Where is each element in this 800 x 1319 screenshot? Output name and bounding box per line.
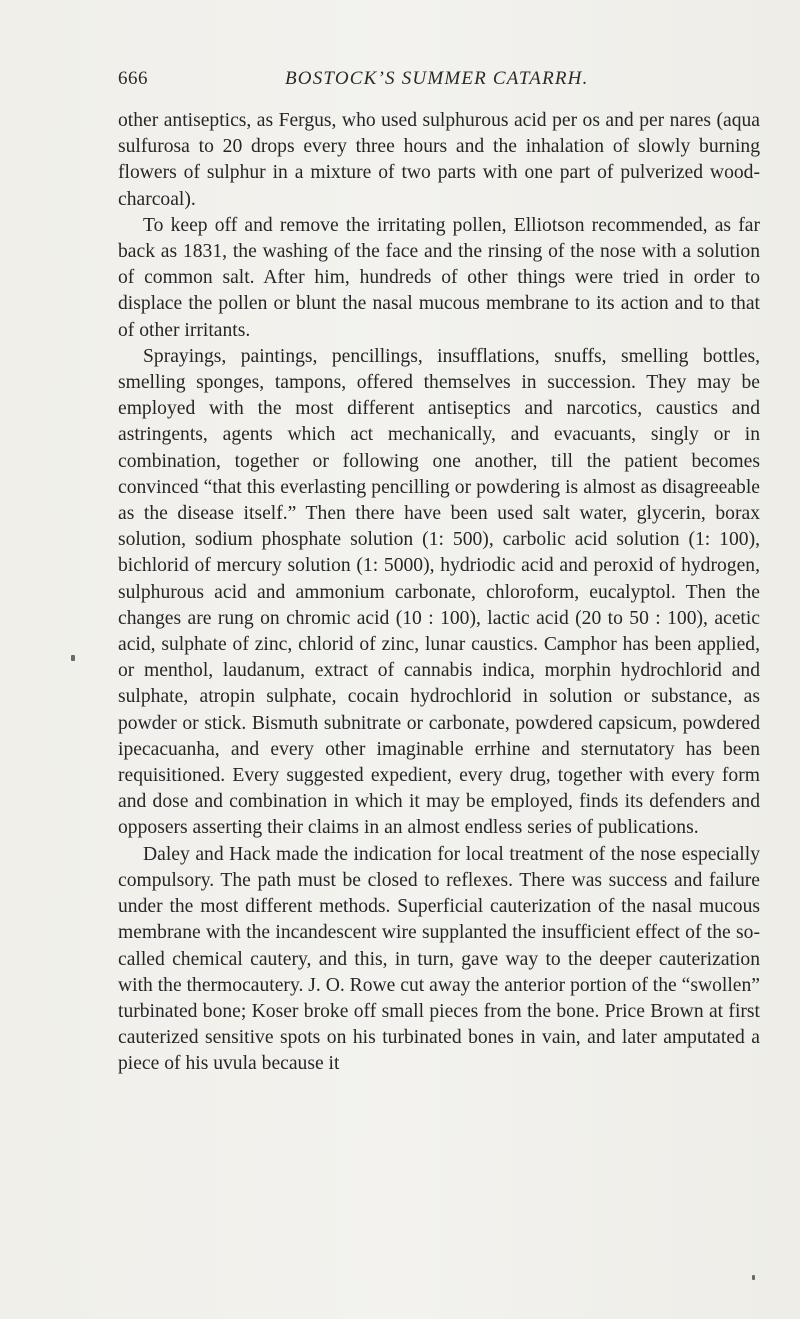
paragraph: other antiseptics, as Fergus, who used sulphurous acid per os and per nares (aqua sulfurosa to 20 drops every three hours and the inhalation of slowly burning flowers of sulphur in a mixture of two parts with one part of pulverized wood-charcoal).: [118, 110, 760, 210]
print-speck: [752, 1275, 755, 1280]
paragraph: Sprayings, paintings, pencillings, insufflations, snuffs, smelling bottles, smelling sponges, tampons, offered themselves in succession. They may be employed with the most different antiseptics and narcotics, caustics and astringents, agents which act mechanically, and evacuants, singly or in combination, together or following one another, till the patient becomes convinced “that this everlasting pencilling or powdering is almost as disagreeable as the disease itself.” Then there have been used salt water, glycerin, borax solution, sodium phosphate solution (1: 500), carbolic acid solution (1: 100), bichlorid of mercury solution (1: 5000), hydriodic acid and peroxid of hydrogen, sulphurous acid and ammonium carbonate, chloroform, eucalyptol. Then the changes are rung on chromic acid (10 : 100), lactic acid (20 to 50 : 100), acetic acid, sulphate of zinc, chlorid of zinc, lunar caustics. Camphor has been applied, or menthol, laudanum, extract of cannabis indica, morphin hydrochlorid and sulphate, atropin sulphate, cocain hydrochlorid in solution or substance, as powder or stick. Bismuth subnitrate or carbonate, powdered capsicum, powdered ipecacuanha, and every other imaginable errhine and sternutatory has been requisitioned. Every suggested expedient, every drug, together with every form and dose and combination in which it may be employed, finds its defenders and opposers asserting their claims in an almost endless series of publications.: [118, 345, 760, 839]
body-text: [118, 108, 760, 1078]
page-number: 666: [118, 68, 148, 89]
paragraph: Daley and Hack made the indication for local treatment of the nose especially compulsory. The path must be closed to reflexes. There was success and failure under the most different methods. Superficial cauterization of the nasal mucous membrane with the incandescent wire supplanted the insufficient effect of the so-called chemical cautery, and this, in turn, gave way to the deeper cauterization with the thermocautery. J. O. Rowe cut away the anterior portion of the “swollen” turbinated bone; Koser broke off small pieces from the bone. Price Brown at first cauterized sensitive spots on his turbinated bones in vain, and later amputated a piece of his uvula because it: [118, 843, 760, 1075]
paragraph: To keep off and remove the irritating pollen, Elliotson recommended, as far back as 1831, the washing of the face and the rinsing of the nose with a solution of common salt. After him, hundreds of other things were tried in order to displace the pollen or blunt the nasal mucous membrane to its action and to that of other irritants.: [118, 214, 760, 341]
page-header: [118, 68, 758, 100]
running-title: BOSTOCK’S SUMMER CATARRH.: [285, 68, 589, 89]
print-speck: [71, 655, 75, 661]
